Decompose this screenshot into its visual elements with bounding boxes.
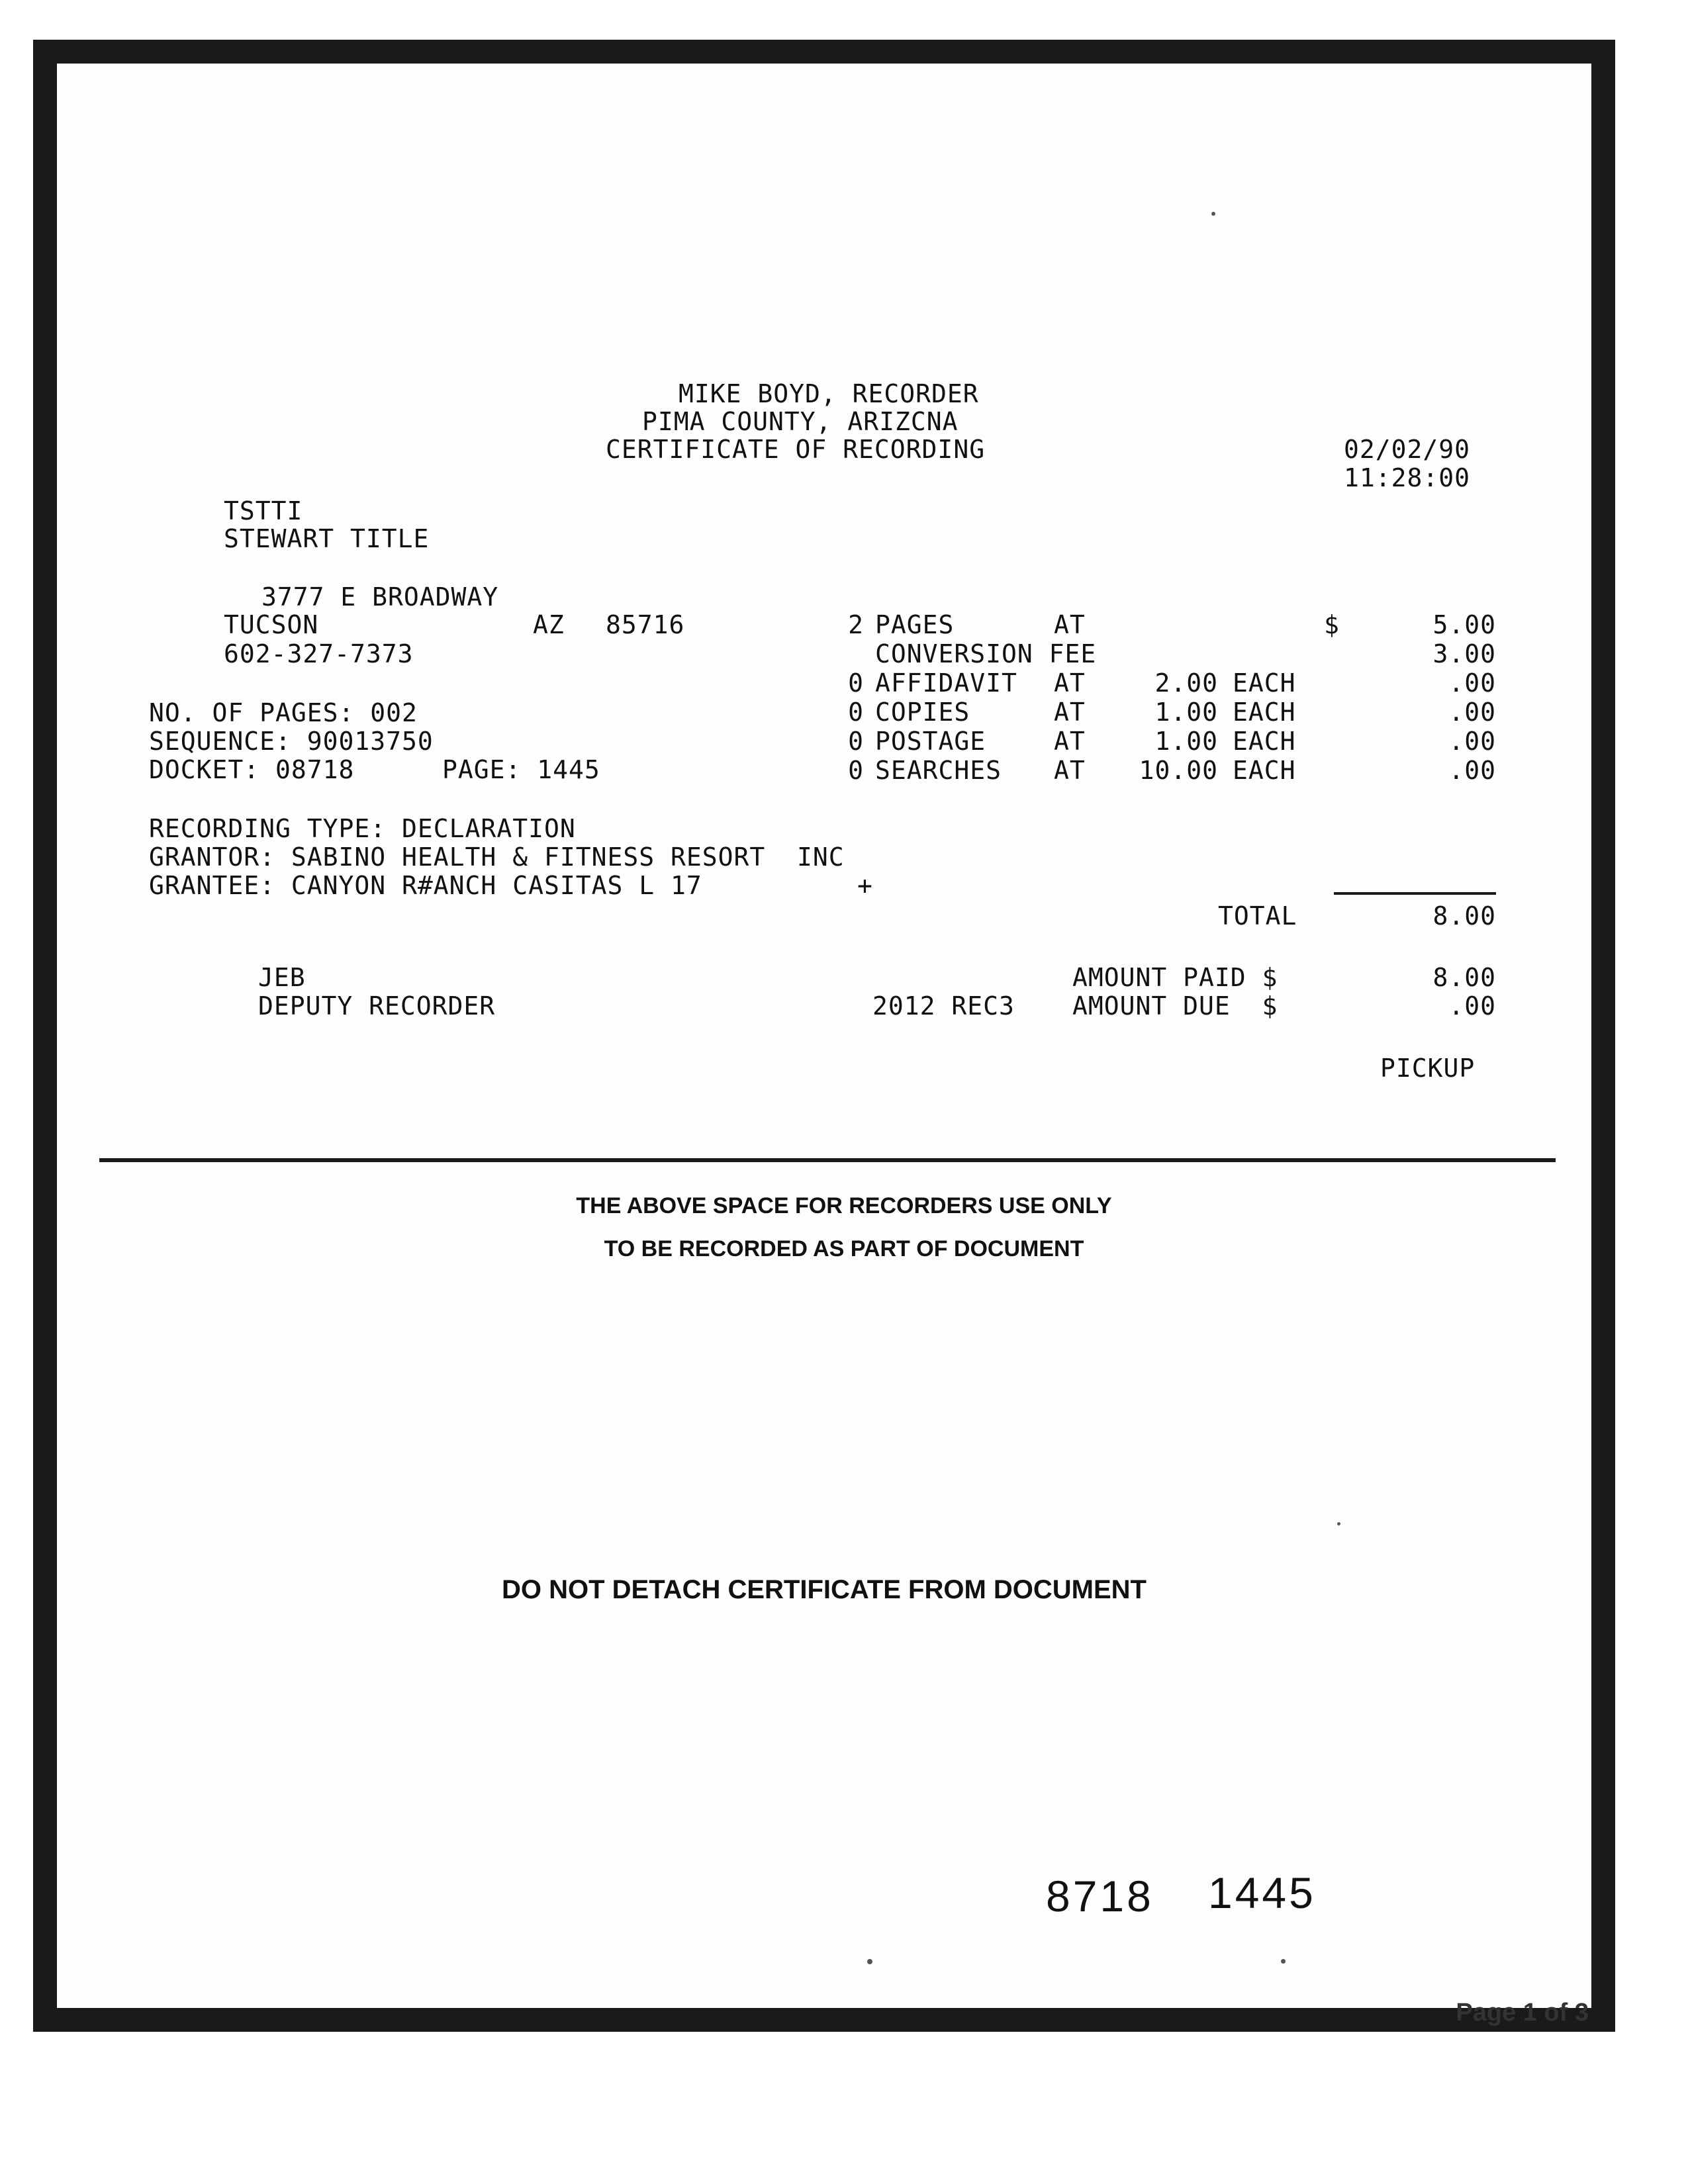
no-of-pages: NO. OF PAGES: 002 (149, 698, 418, 727)
clerk-initials: JEB (258, 963, 306, 992)
recording-date: 02/02/90 (1344, 435, 1471, 464)
amount-paid-label: AMOUNT PAID $ (1072, 963, 1278, 992)
fee-item: SEARCHES (875, 756, 1002, 785)
recording-type: RECORDING TYPE: DECLARATION (149, 814, 576, 843)
fee-item: CONVERSION FEE (875, 639, 1097, 668)
sequence-number: SEQUENCE: 90013750 (149, 727, 434, 756)
grantee: GRANTEE: CANYON R#ANCH CASITAS L 17 (149, 871, 702, 900)
fee-each: EACH (1233, 727, 1296, 756)
customer-city: TUCSON (224, 610, 319, 639)
stamp-page: 1445 (1208, 1868, 1316, 1917)
fee-item: POSTAGE (875, 727, 986, 756)
total-label: TOTAL (1218, 901, 1297, 931)
fee-at: AT (1054, 698, 1086, 727)
fee-amount: .00 (1448, 668, 1496, 698)
fee-qty: 2 (848, 610, 864, 639)
scan-speck (1337, 1522, 1340, 1525)
clerk-title: DEPUTY RECORDER (258, 991, 496, 1021)
customer-street: 3777 E BROADWAY (261, 582, 499, 612)
document-frame (33, 40, 1615, 2032)
stamp-docket: 8718 (1046, 1872, 1154, 1921)
recording-time: 11:28:00 (1344, 463, 1471, 492)
fee-amount: 3.00 (1432, 639, 1496, 668)
fee-item: AFFIDAVIT (875, 668, 1017, 698)
fee-item: PAGES (875, 610, 955, 639)
customer-phone: 602-327-7373 (224, 639, 414, 668)
fee-amount: .00 (1448, 727, 1496, 756)
recorders-use-notice: THE ABOVE SPACE FOR RECORDERS USE ONLY (576, 1193, 1112, 1218)
grantee-mark: + (857, 871, 873, 900)
fee-at: AT (1054, 610, 1086, 639)
amount-paid: 8.00 (1432, 963, 1496, 992)
recorder-name: MIKE BOYD, RECORDER (679, 379, 979, 408)
fee-rate: 2.00 (1154, 668, 1218, 698)
amount-due: .00 (1448, 991, 1496, 1021)
total-rule (1334, 892, 1496, 895)
fee-qty: 0 (848, 727, 864, 756)
fee-rate: 1.00 (1154, 698, 1218, 727)
register-code: 2012 REC3 (872, 991, 1015, 1021)
fee-amount: 5.00 (1432, 610, 1496, 639)
fee-at: AT (1054, 727, 1086, 756)
section-divider (99, 1158, 1556, 1162)
fee-at: AT (1054, 756, 1086, 785)
fee-item: COPIES (875, 698, 970, 727)
customer-code: TSTTI (224, 496, 303, 525)
fee-qty: 0 (848, 668, 864, 698)
fee-qty: 0 (848, 698, 864, 727)
fee-each: EACH (1233, 756, 1296, 785)
detach-warning: DO NOT DETACH CERTIFICATE FROM DOCUMENT (501, 1575, 1147, 1604)
fee-each: EACH (1233, 698, 1296, 727)
county-name: PIMA COUNTY, ARIZCNA (642, 407, 959, 436)
grantor: GRANTOR: SABINO HEALTH & FITNESS RESORT INC (149, 842, 845, 872)
total-amount: 8.00 (1432, 901, 1496, 931)
recorded-part-notice: TO BE RECORDED AS PART OF DOCUMENT (604, 1236, 1084, 1261)
page-indicator: Page 1 of 3 (1456, 1999, 1589, 2026)
fee-amount: .00 (1448, 698, 1496, 727)
scan-speck (1281, 1959, 1286, 1964)
certificate-title: CERTIFICATE OF RECORDING (606, 435, 986, 464)
customer-state: AZ (533, 610, 565, 639)
docket-page: PAGE: 1445 (442, 755, 600, 784)
fee-dollar: $ (1324, 610, 1340, 639)
fee-amount: .00 (1448, 756, 1496, 785)
fee-rate: 10.00 (1139, 756, 1218, 785)
scan-speck (1211, 212, 1215, 216)
pickup-label: PICKUP (1380, 1054, 1476, 1083)
docket-number: DOCKET: 08718 (149, 755, 355, 784)
customer-zip: 85716 (606, 610, 685, 639)
amount-due-label: AMOUNT DUE $ (1072, 991, 1278, 1021)
fee-each: EACH (1233, 668, 1296, 698)
customer-name: STEWART TITLE (224, 524, 430, 553)
fee-at: AT (1054, 668, 1086, 698)
fee-qty: 0 (848, 756, 864, 785)
fee-rate: 1.00 (1154, 727, 1218, 756)
scan-speck (867, 1959, 872, 1964)
